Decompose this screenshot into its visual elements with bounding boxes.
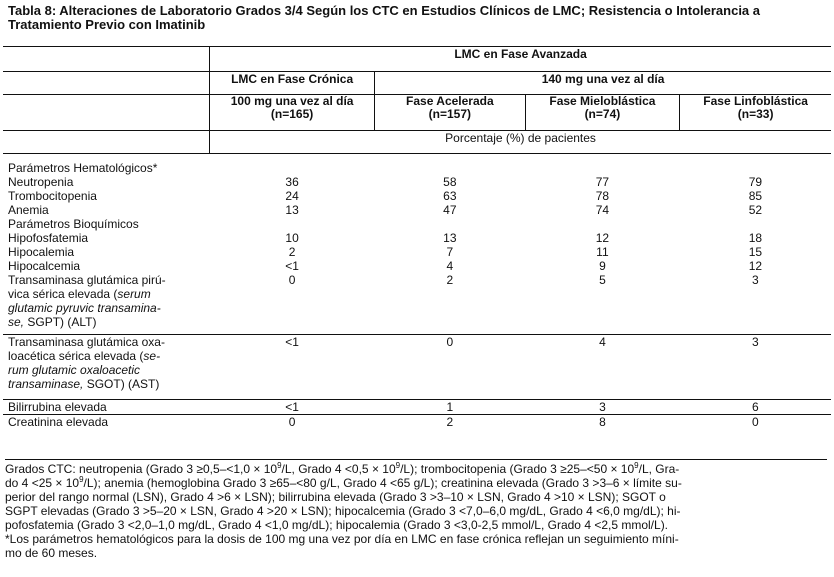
header-chronic-phase: LMC en Fase Crónica [210, 72, 375, 95]
header-row-3 [3, 95, 831, 131]
header-row-4 [3, 131, 831, 154]
header-col2: Fase Acelerada (n=157) [375, 95, 525, 131]
table-row: Trombocitopenia 24 63 78 85 [8, 189, 763, 203]
table-row: Hipofosfatemia 10 13 12 18 [8, 231, 763, 245]
header-percent: Porcentaje (%) de pacientes [210, 131, 831, 154]
ast-label: Transaminasa glutámica oxa- loacética sérica elevada (se- rum glutamic oxaloacetic transaminase, SGOT) (AST) [3, 335, 210, 400]
section-hematologic: Parámetros Hematológicos* [8, 161, 158, 175]
table-row: Bilirrubina elevada <1 1 3 6 [3, 400, 831, 415]
table-title: Tabla 8: Alteraciones de Laboratorio Grados 3/4 Según los CTC en Estudios Clínicos de LMC; Resistencia o Intolerancia a Tratamiento Previo con Imatinib [8, 3, 761, 32]
header-col1: 100 mg una vez al día (n=165) [210, 95, 375, 131]
table-row: Anemia 13 47 74 52 [8, 203, 763, 217]
section-biochemical: Parámetros Bioquímicos [8, 217, 139, 231]
table-row: Transaminasa glutámica oxa- loacética sérica elevada (se- rum glutamic oxaloacetic transaminase, SGOT) (AST) <1 0 4 3 [3, 335, 831, 400]
table-row: Hipocalemia 2 7 11 15 [8, 245, 763, 259]
alt-label: Transaminasa glutámica pirú- vica sérica elevada (serum glutamic pyruvic transamina- se, SGPT) (ALT) [3, 273, 210, 335]
footnote: Grados CTC: neutropenia (Grado $3 \ge 0,5-<1,0 \times 10^9/L$, Grado $4 <0,5 \times 10^9/L$); trombocitopenia (Grado $3 \ge 25-<50 \times 10^9/L$, Gra- do $4 <25 \times 10^9/L$); anemia (hemoglobina Grado 3 ≥65–<80 g/L, Grado 4 <65 g/L); creatinina elevada (Grado 3 >3–6 × límite su- perior del rango normal (LSN), Grado 4 >6 × LSN); bilirrubina elevada (Grado 3 >3–10 × LSN, Grado 4 >10 × LSN); SGOT o SGPT elevadas (Grado 3 >5–20 × LSN, Grado 4 >20 × LSN); hipocalcemia (Grado 3 <7,0–6,0 mg/dL, Grado 4 <6,0 mg/dL); hi- pofosfatemia (Grado 3 <2,0–1,0 mg/dL, Grado 4 <1,0 mg/dL); hipocalemia (Grado 3 <3,0-2,5 mmol/L, Grado 4 <2,5 mmol/L). *Los parámetros hematológicos para la dosis de 100 mg una vez por día en LMC en fase crónica reflejan un seguimiento míni- mo de 60 meses. [5, 459, 827, 560]
header-row-1 [3, 47, 831, 72]
table-row: Hipocalcemia <1 4 9 12 [8, 259, 763, 273]
header-advanced-phase: LMC en Fase Avanzada [210, 47, 831, 72]
table-row: Transaminasa glutámica pirú- vica sérica elevada (serum glutamic pyruvic transamina- se, SGPT) (ALT) 0 2 5 3 [3, 273, 831, 335]
table-row: Neutropenia 36 58 77 79 [8, 175, 763, 189]
header-row-2 [3, 72, 831, 95]
lab-abnormalities-table [3, 46, 831, 429]
header-col3: Fase Mieloblástica (n=74) [525, 95, 680, 131]
table-row: Creatinina elevada 0 2 8 0 [8, 415, 759, 429]
header-col4: Fase Linfoblástica (n=33) [680, 95, 831, 131]
header-dose-140: 140 mg una vez al día [375, 72, 831, 95]
